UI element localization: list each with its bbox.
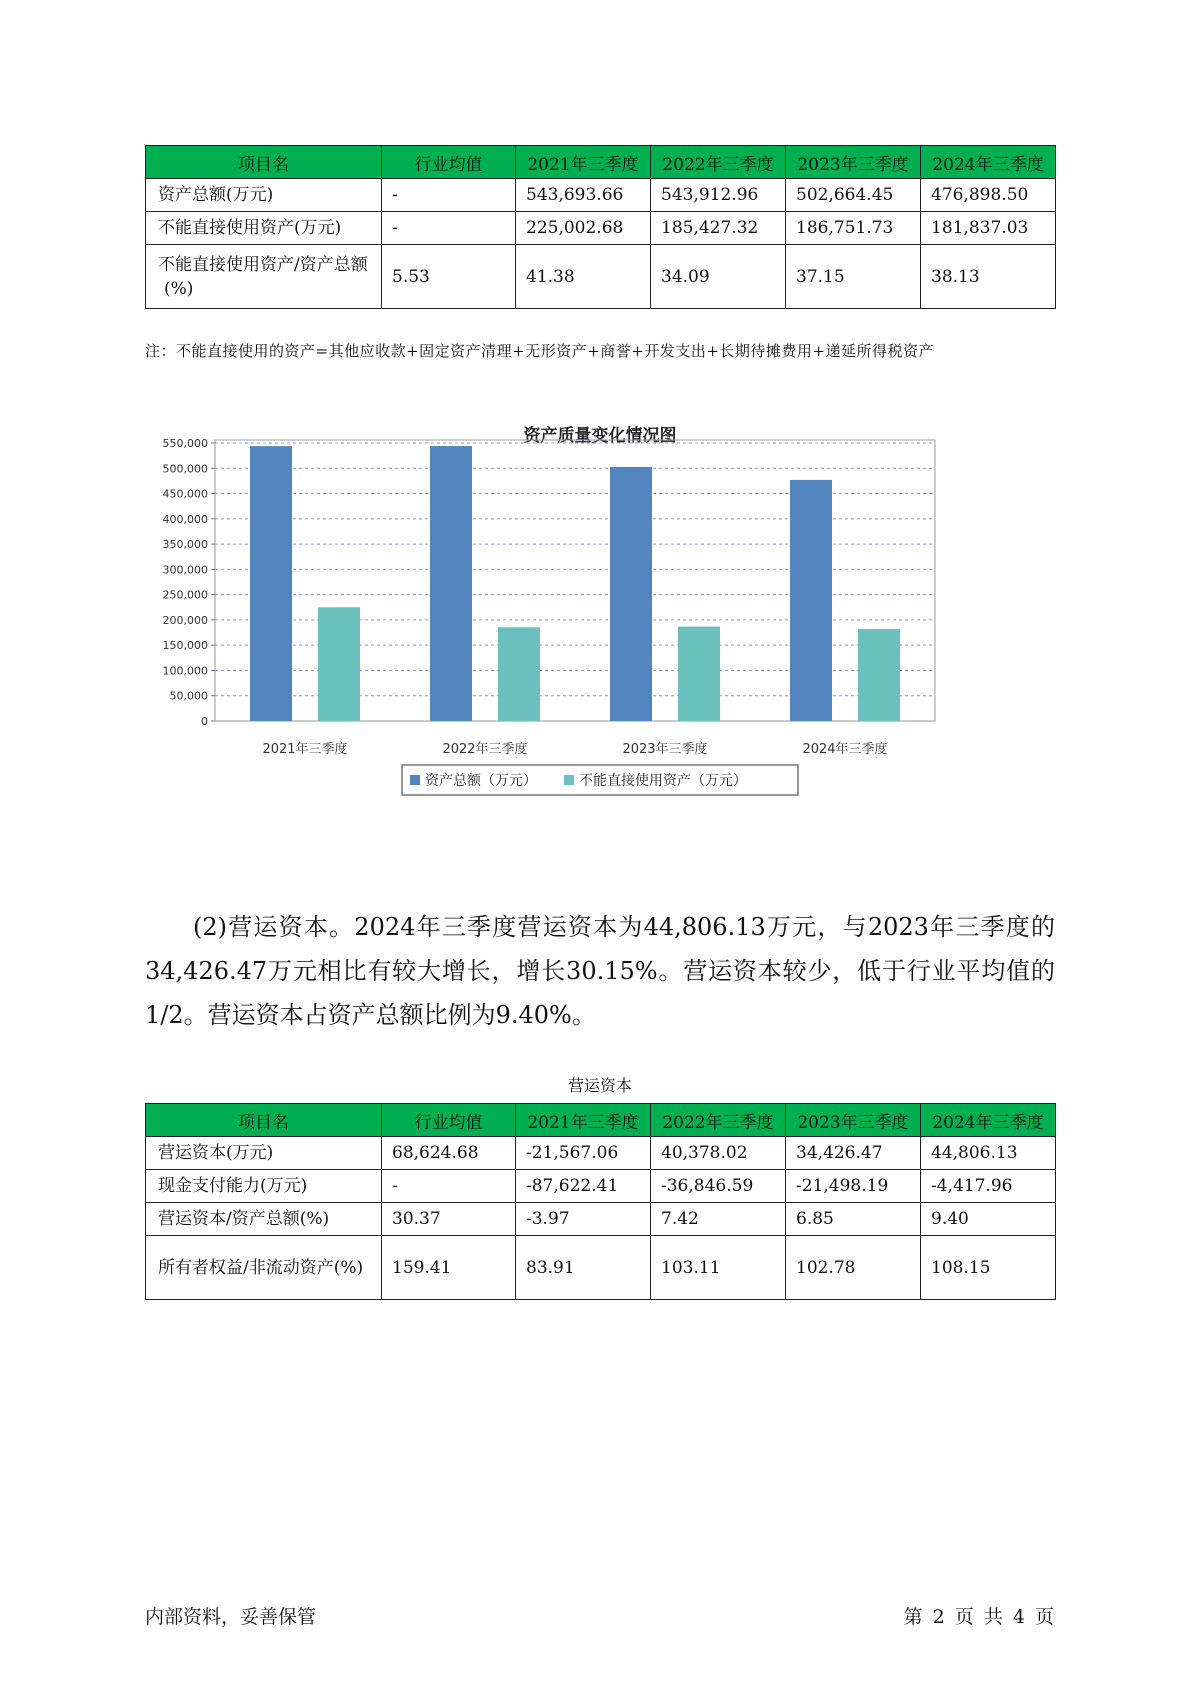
table-row [146, 245, 1056, 309]
bar-total-assets [790, 480, 832, 721]
table-cell: 5.53 [382, 245, 516, 309]
y-tick-label: 350,000 [162, 538, 208, 552]
working-capital-paragraph: (2)营运资本。2024年三季度营运资本为44,806.13万元，与2023年三季度的34,426.47万元相比有较大增长，增长30.15%。营运资本较少，低于行业平均值的1/2。营运资本占资产总额比例为9.40%。 [145, 913, 1055, 1029]
table-cell: 225,002.68 [516, 212, 651, 245]
bar-unusable-assets [858, 629, 900, 721]
table-cell: 34.09 [651, 245, 786, 309]
x-tick-label: 2021年三季度 [262, 742, 348, 757]
header-cell: 行业均值 [382, 146, 516, 179]
table-header-row [146, 1104, 1056, 1137]
chart-bars [250, 446, 900, 721]
table-cell: 9.40 [921, 1203, 1056, 1236]
table-cell: 38.13 [921, 245, 1056, 309]
table-caption: 营运资本 [567, 1076, 632, 1095]
header-cell: 2022年三季度 [651, 146, 786, 179]
bar-total-assets [430, 446, 472, 721]
y-tick-label: 200,000 [162, 613, 208, 627]
footer-confidential: 内部资料，妥善保管 [145, 1606, 317, 1628]
header-cell: 2024年三季度 [921, 146, 1056, 179]
header-cell: 2022年三季度 [651, 1104, 786, 1137]
header-cell: 项目名 [146, 146, 382, 179]
y-tick-label: 100,000 [162, 664, 208, 678]
header-cell: 2021年三季度 [516, 146, 651, 179]
table-cell: -36,846.59 [651, 1170, 786, 1203]
chart-legend [402, 765, 798, 795]
row-label: 不能直接使用资产(万元) [146, 212, 382, 245]
table-cell: -21,498.19 [786, 1170, 921, 1203]
row-label: 所有者权益/非流动资产(%) [146, 1236, 382, 1300]
table-cell: 476,898.50 [921, 179, 1056, 212]
table-cell: 543,912.96 [651, 179, 786, 212]
table-cell: 102.78 [786, 1236, 921, 1300]
table-cell: -21,567.06 [516, 1137, 651, 1170]
table-row [146, 1137, 1056, 1170]
table-header-row [146, 146, 1056, 179]
bar-unusable-assets [318, 607, 360, 721]
table-row [146, 1236, 1056, 1300]
y-tick-label: 400,000 [162, 512, 208, 526]
row-label: 资产总额(万元) [146, 179, 382, 212]
y-tick-label: 250,000 [162, 588, 208, 602]
x-tick-label: 2022年三季度 [442, 742, 528, 757]
row-label: 营运资本/资产总额(%) [146, 1203, 382, 1236]
table-cell: 543,693.66 [516, 179, 651, 212]
asset-table [145, 145, 1056, 309]
legend-label: 不能直接使用资产（万元） [579, 773, 747, 789]
table-cell: -3.97 [516, 1203, 651, 1236]
table-cell: 181,837.03 [921, 212, 1056, 245]
legend-swatch [564, 775, 574, 785]
table-cell: 7.42 [651, 1203, 786, 1236]
table-cell: 37.15 [786, 245, 921, 309]
footer-page-number: 第 2 页 共 4 页 [903, 1606, 1054, 1628]
table-note: 注：不能直接使用的资产=其他应收款+固定资产清理+无形资产+商誉+开发支出+长期待摊费用+递延所得税资产 [145, 342, 934, 360]
table-cell: 40,378.02 [651, 1137, 786, 1170]
row-label: 现金支付能力(万元) [146, 1170, 382, 1203]
x-tick-label: 2024年三季度 [802, 742, 888, 757]
y-tick-label: 500,000 [162, 462, 208, 476]
bar-total-assets [250, 446, 292, 721]
table-cell: 159.41 [382, 1236, 516, 1300]
row-label: 营运资本(万元) [146, 1137, 382, 1170]
header-cell: 2023年三季度 [786, 1104, 921, 1137]
y-tick-label: 50,000 [169, 689, 208, 703]
row-label: 不能直接使用资产/资产总额(%) [146, 245, 382, 309]
table-row [146, 179, 1056, 212]
table-cell: -87,622.41 [516, 1170, 651, 1203]
table-cell: - [382, 1170, 516, 1203]
table-row [146, 1170, 1056, 1203]
table-cell: 108.15 [921, 1236, 1056, 1300]
y-tick-label: 150,000 [162, 639, 208, 653]
legend-label: 资产总额（万元） [425, 773, 537, 789]
bar-unusable-assets [498, 627, 540, 721]
header-cell: 2023年三季度 [786, 146, 921, 179]
table-cell: 83.91 [516, 1236, 651, 1300]
table-cell: 6.85 [786, 1203, 921, 1236]
table-cell: - [382, 179, 516, 212]
table-row [146, 212, 1056, 245]
y-tick-label: 550,000 [162, 437, 208, 450]
header-cell: 2024年三季度 [921, 1104, 1056, 1137]
x-tick-label: 2023年三季度 [622, 742, 708, 757]
table-cell: 41.38 [516, 245, 651, 309]
table-cell: 30.37 [382, 1203, 516, 1236]
legend-swatch [410, 775, 420, 785]
y-tick-label: 300,000 [162, 563, 208, 577]
table-cell: 68,624.68 [382, 1137, 516, 1170]
table-cell: - [382, 212, 516, 245]
bar-total-assets [610, 467, 652, 721]
header-cell: 行业均值 [382, 1104, 516, 1137]
y-tick-label: 0 [201, 715, 208, 728]
asset-quality-chart [145, 415, 1055, 865]
table-cell: 44,806.13 [921, 1137, 1056, 1170]
y-tick-label: 450,000 [162, 487, 208, 501]
table-cell: 103.11 [651, 1236, 786, 1300]
table-cell: 502,664.45 [786, 179, 921, 212]
table-cell: 34,426.47 [786, 1137, 921, 1170]
working-capital-table [145, 1103, 1056, 1300]
chart-title: 资产质量变化情况图 [523, 426, 677, 446]
header-cell: 2021年三季度 [516, 1104, 651, 1137]
table-cell: -4,417.96 [921, 1170, 1056, 1203]
table-cell: 186,751.73 [786, 212, 921, 245]
bar-unusable-assets [678, 627, 720, 721]
table-cell: 185,427.32 [651, 212, 786, 245]
header-cell: 项目名 [146, 1104, 382, 1137]
chart-svg [145, 415, 1055, 865]
table-row [146, 1203, 1056, 1236]
